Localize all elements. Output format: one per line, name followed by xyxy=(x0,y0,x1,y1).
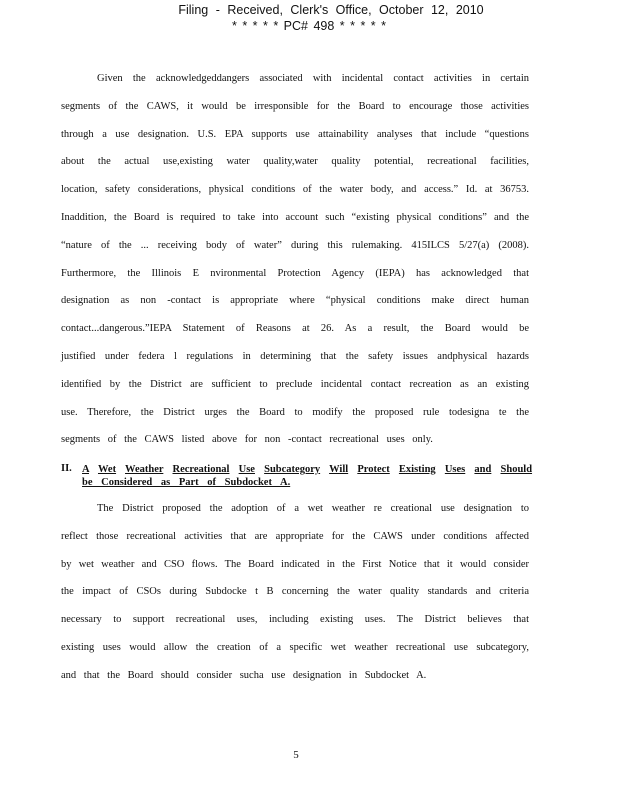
heading-word: A xyxy=(82,464,90,475)
text-line: Given the acknowledgeddangers associated with incidental contact activities in certain xyxy=(97,73,529,84)
text-line: through a use designation. U.S. EPA supports use attainability analyses that include “questions xyxy=(61,128,529,140)
text-line: use. Therefore, the District urges the Board to modify the proposed rule todesigna te the xyxy=(61,406,529,418)
page-number-text: 5 xyxy=(293,749,299,761)
heading-word: and xyxy=(474,464,492,475)
text-line: about the actual use,existing water quality,water quality potential, recreational facilities, xyxy=(61,156,529,168)
paragraph-wet-weather xyxy=(61,502,529,697)
section-heading-line-1 xyxy=(82,463,532,476)
heading-word: Uses xyxy=(444,464,466,475)
text-line: justified under federa l regulations in determining that the safety issues andphysical hazards xyxy=(61,350,529,362)
text-line: The District proposed the adoption of a wet weather re creational use designation to xyxy=(97,503,529,514)
heading-word: Will xyxy=(329,464,349,475)
section-heading-line-2: be Considered as Part of Subdocket A. xyxy=(82,477,291,488)
text-line: the impact of CSOs during Subdocke t B concerning the water quality standards and criteria xyxy=(61,586,529,598)
heading-word: Use xyxy=(238,464,255,475)
pc-number-line: * * * * * PC# 498 * * * * * xyxy=(231,19,387,33)
text-line: Furthermore, the Illinois E nvironmental Protection Agency (IEPA) has acknowledged that xyxy=(61,267,529,279)
filing-stamp-line: Filing - Received, Clerk's Office, October 12, 2010 xyxy=(178,3,484,17)
text-line: existing uses would allow the creation of a specific wet weather recreational use subcategory, xyxy=(61,641,529,653)
text-line: necessary to support recreational uses, including existing uses. The District believes that xyxy=(61,614,529,626)
page-number xyxy=(0,749,618,761)
heading-word: Protect xyxy=(357,464,390,475)
text-line: reflect those recreational activities that are appropriate for the CAWS under conditions affected xyxy=(61,530,529,542)
text-line: identified by the District are sufficient to preclude incidental contact recreation as an existing xyxy=(61,378,529,390)
text-line: location, safety considerations, physical conditions of the water body, and access.” Id. at 36753. xyxy=(61,184,529,196)
text-line: segments of the CAWS listed above for non -contact recreational uses only. xyxy=(61,434,433,446)
paragraph-attainability xyxy=(61,72,529,461)
heading-word: Weather xyxy=(125,464,164,475)
section-number: II. xyxy=(61,463,72,474)
heading-word: Wet xyxy=(97,464,117,475)
text-line: designation as non -contact is appropriate where “physical conditions make direct human xyxy=(61,295,529,307)
heading-word: Subcategory xyxy=(264,464,321,475)
text-line: Inaddition, the Board is required to take into account such “existing physical conditions” and the xyxy=(61,211,529,223)
heading-word: Recreational xyxy=(172,464,230,475)
text-line: and that the Board should consider sucha use designation in Subdocket A. xyxy=(61,669,427,681)
text-line: segments of the CAWS, it would be irresponsible for the Board to encourage those activities xyxy=(61,100,529,112)
heading-word: Existing xyxy=(398,464,436,475)
heading-word: Should xyxy=(500,464,533,475)
text-line: contact...dangerous.”IEPA Statement of Reasons at 26. As a result, the Board would be xyxy=(61,323,529,335)
text-line: “nature of the ... receiving body of water” during this rulemaking. 415ILCS 5/27(a) (2008). xyxy=(61,239,529,251)
text-line: by wet weather and CSO flows. The Board indicated in the First Notice that it would consider xyxy=(61,558,529,570)
